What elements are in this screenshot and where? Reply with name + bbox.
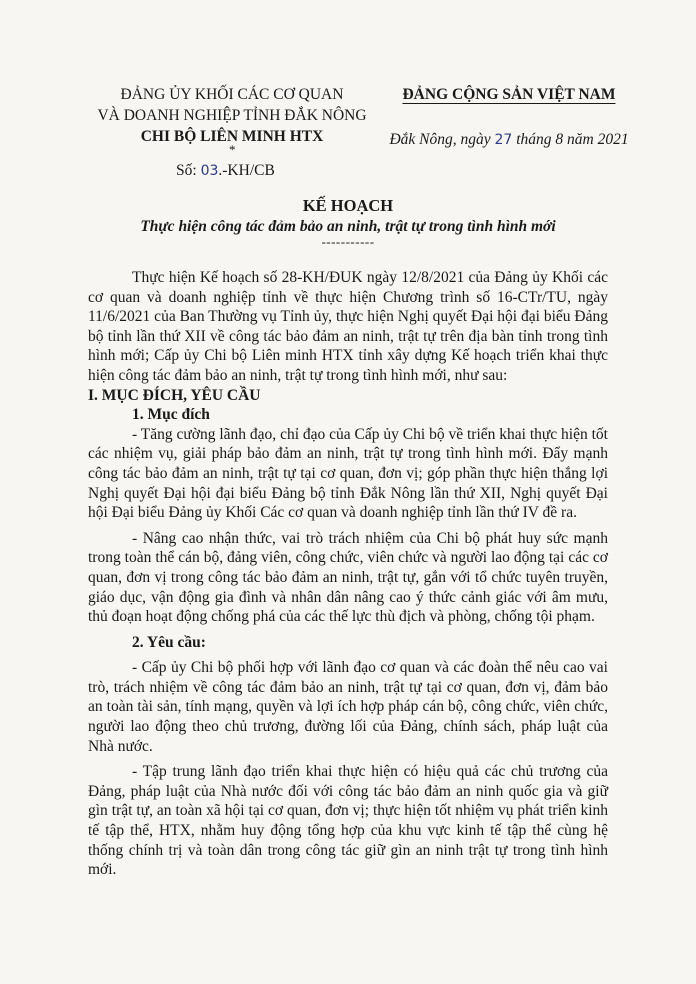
org-line-1: ĐẢNG ỦY KHỐI CÁC CƠ QUAN [120, 86, 344, 103]
org-line-2: VÀ DOANH NGHIỆP TỈNH ĐẮK NÔNG [97, 107, 367, 124]
issuing-organization [96, 84, 368, 147]
section-heading-1: I. MỤC ĐÍCH, YÊU CẦU [88, 386, 261, 404]
party-name: ĐẢNG CỘNG SẢN VIỆT NAM [402, 86, 616, 103]
place-date [384, 129, 634, 151]
paragraph-requirement-1: - Cấp ủy Chi bộ phối hợp với lãnh đạo cơ quan và các đoàn thể nêu cao vai trò, trách nhiệm về công tác đảm bảo an ninh, trật tự tại cơ quan, đơn vị, đảm bảo an toàn tài sản, tính mạng, quyền và lợi ích hợp pháp cán bộ, công chức, viên chức, người lao động theo chủ trương, đường lối của Đảng, chính sách, pháp luật của Nhà nước. [88, 659, 608, 755]
subsection-heading-requirements: 2. Yêu cầu: [132, 633, 206, 651]
org-line-3: CHI BỘ LIÊN MINH HTX [140, 128, 324, 145]
paragraph-requirement-2: - Tập trung lãnh đạo triển khai thực hiện có hiệu quả các chủ trương của Đảng, pháp luật của Nhà nước đối với công tác bảo đảm an ninh quốc gia và giữ gìn trật tự, an toàn xã hội tại cơ quan, đơn vị; thực hiện tốt nhiệm vụ phát triển kinh tế tập thể, HTX, nhằm huy động tổng hợp của khu vực kinh tế tập thể cùng hệ thống chính trị và toàn dân trong công tác giữ gìn an ninh trật tự trong tình hình mới. [88, 763, 608, 879]
document-number [176, 162, 275, 180]
party-header [384, 84, 634, 151]
doc-number-prefix: Số: [176, 162, 201, 179]
subsection-heading-purpose: 1. Mục đích [132, 406, 210, 424]
date-suffix: tháng 8 năm 2021 [512, 131, 629, 148]
document-body [88, 268, 608, 880]
doc-number-suffix: .-KH/CB [218, 162, 275, 179]
intro-paragraph: Thực hiện Kế hoạch số 28-KH/ĐUK ngày 12/8/2021 của Đảng ủy Khối các cơ quan và doanh nghiệp tỉnh về thực hiện Chương trình số 16-CTr/TU, ngày 11/6/2021 của Ban Thường vụ Tỉnh ủy, thực hiện Nghị quyết Đại hội đại biểu Đảng bộ tỉnh lần thứ XII về công tác bảo đảm an ninh, trật tự trên địa bàn tỉnh trong tình hình mới; Cấp ủy Chi bộ Liên minh HTX tỉnh xây dựng Kế hoạch triển khai thực hiện công tác đảm bảo an ninh, trật tự trong tình hình mới, như sau: [88, 269, 608, 384]
doc-number-handwritten: 03 [200, 163, 219, 179]
title-rule: ----------- [321, 234, 375, 249]
paragraph-purpose-1: - Tăng cường lãnh đạo, chỉ đạo của Cấp ủy Chi bộ về triển khai thực hiện tốt các nhiệm vụ, giải pháp bảo đảm an ninh, trật tự trong tình hình mới. Đẩy mạnh công tác bảo đảm an ninh, trật tự tại cơ quan, đơn vị; góp phần thực hiện thắng lợi Nghị quyết Đại hội đại biểu Đảng bộ tỉnh Đắk Nông lần thứ XII, Nghị quyết Đại hội Đại biểu Đảng ủy Khối Các cơ quan và doanh nghiệp tỉnh lần thứ IV đề ra. [88, 425, 608, 522]
document-subtitle: Thực hiện công tác đảm bảo an ninh, trật tự trong tình hình mới [140, 218, 556, 235]
date-day-handwritten: 27 [494, 132, 513, 148]
document-title: KẾ HOẠCH [302, 196, 394, 215]
date-prefix: Đắk Nông, ngày [389, 131, 495, 148]
paragraph-purpose-2: - Nâng cao nhận thức, vai trò trách nhiệm của Chi bộ phát huy sức mạnh trong toàn thể cán bộ, đảng viên, công chức, viên chức và người lao động tại các cơ quan, đơn vị trong công tác bảo đảm an ninh, trật tự, gắn với tổ chức tuyên truyền, giáo dục, vận động gia đình và nhân dân nâng cao ý thức cảnh giác với âm mưu, thủ đoạn hoạt động chống phá của các thế lực thù địch và phòng, chống tội phạm. [88, 529, 608, 626]
star-mark: * [229, 142, 236, 157]
